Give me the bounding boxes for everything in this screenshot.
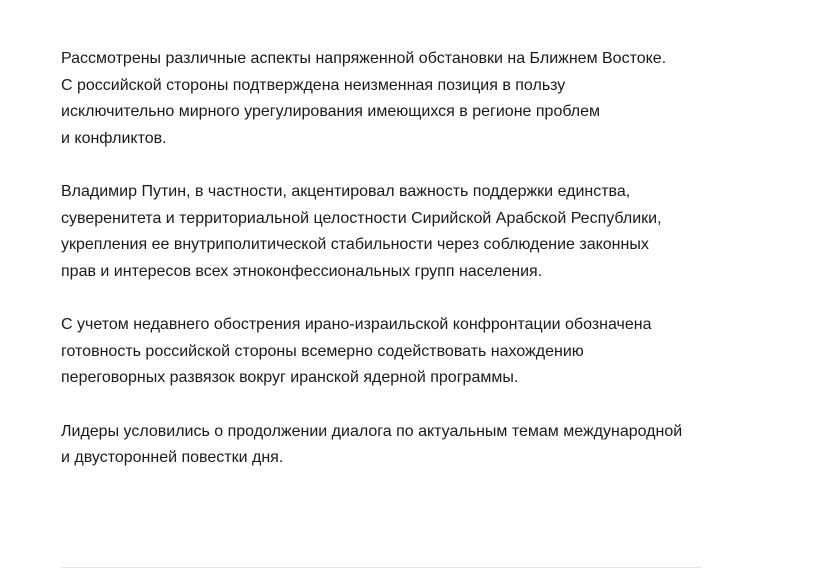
paragraph-line: укрепления ее внутриполитической стабильности через соблюдение законных	[61, 236, 649, 253]
paragraph-line: Лидеры условились о продолжении диалога по актуальным темам международной	[61, 422, 683, 440]
paragraph-line: С учетом недавнего обострения ирано-израильской конфронтации обозначена	[61, 316, 652, 333]
paragraph-line: прав и интересов всех этноконфессиональных групп населения.	[61, 262, 543, 280]
article-paragraph-1	[61, 46, 711, 152]
paragraph-line: исключительно мирного урегулирования имеющихся в регионе проблем	[61, 103, 601, 120]
article-paragraph-3	[61, 312, 711, 392]
paragraph-line: Владимир Путин, в частности, акцентировал важность поддержки единства,	[61, 183, 631, 200]
paragraph-line: и конфликтов.	[61, 129, 167, 147]
content-divider	[61, 567, 701, 568]
article-paragraph-2	[61, 179, 711, 285]
article-body	[61, 46, 711, 499]
paragraph-line: Рассмотрены различные аспекты напряженной обстановки на Ближнем Востоке.	[61, 50, 667, 67]
paragraph-line: и двусторонней повестки дня.	[61, 449, 284, 466]
paragraph-line: готовность российской стороны всемерно содействовать нахождению	[61, 342, 584, 360]
article-paragraph-4	[61, 419, 711, 472]
paragraph-line: переговорных развязок вокруг иранской ядерной программы.	[61, 369, 519, 386]
paragraph-line: суверенитета и территориальной целостности Сирийской Арабской Республики,	[61, 209, 662, 227]
paragraph-line: С российской стороны подтверждена неизменная позиция в пользу	[61, 76, 566, 94]
